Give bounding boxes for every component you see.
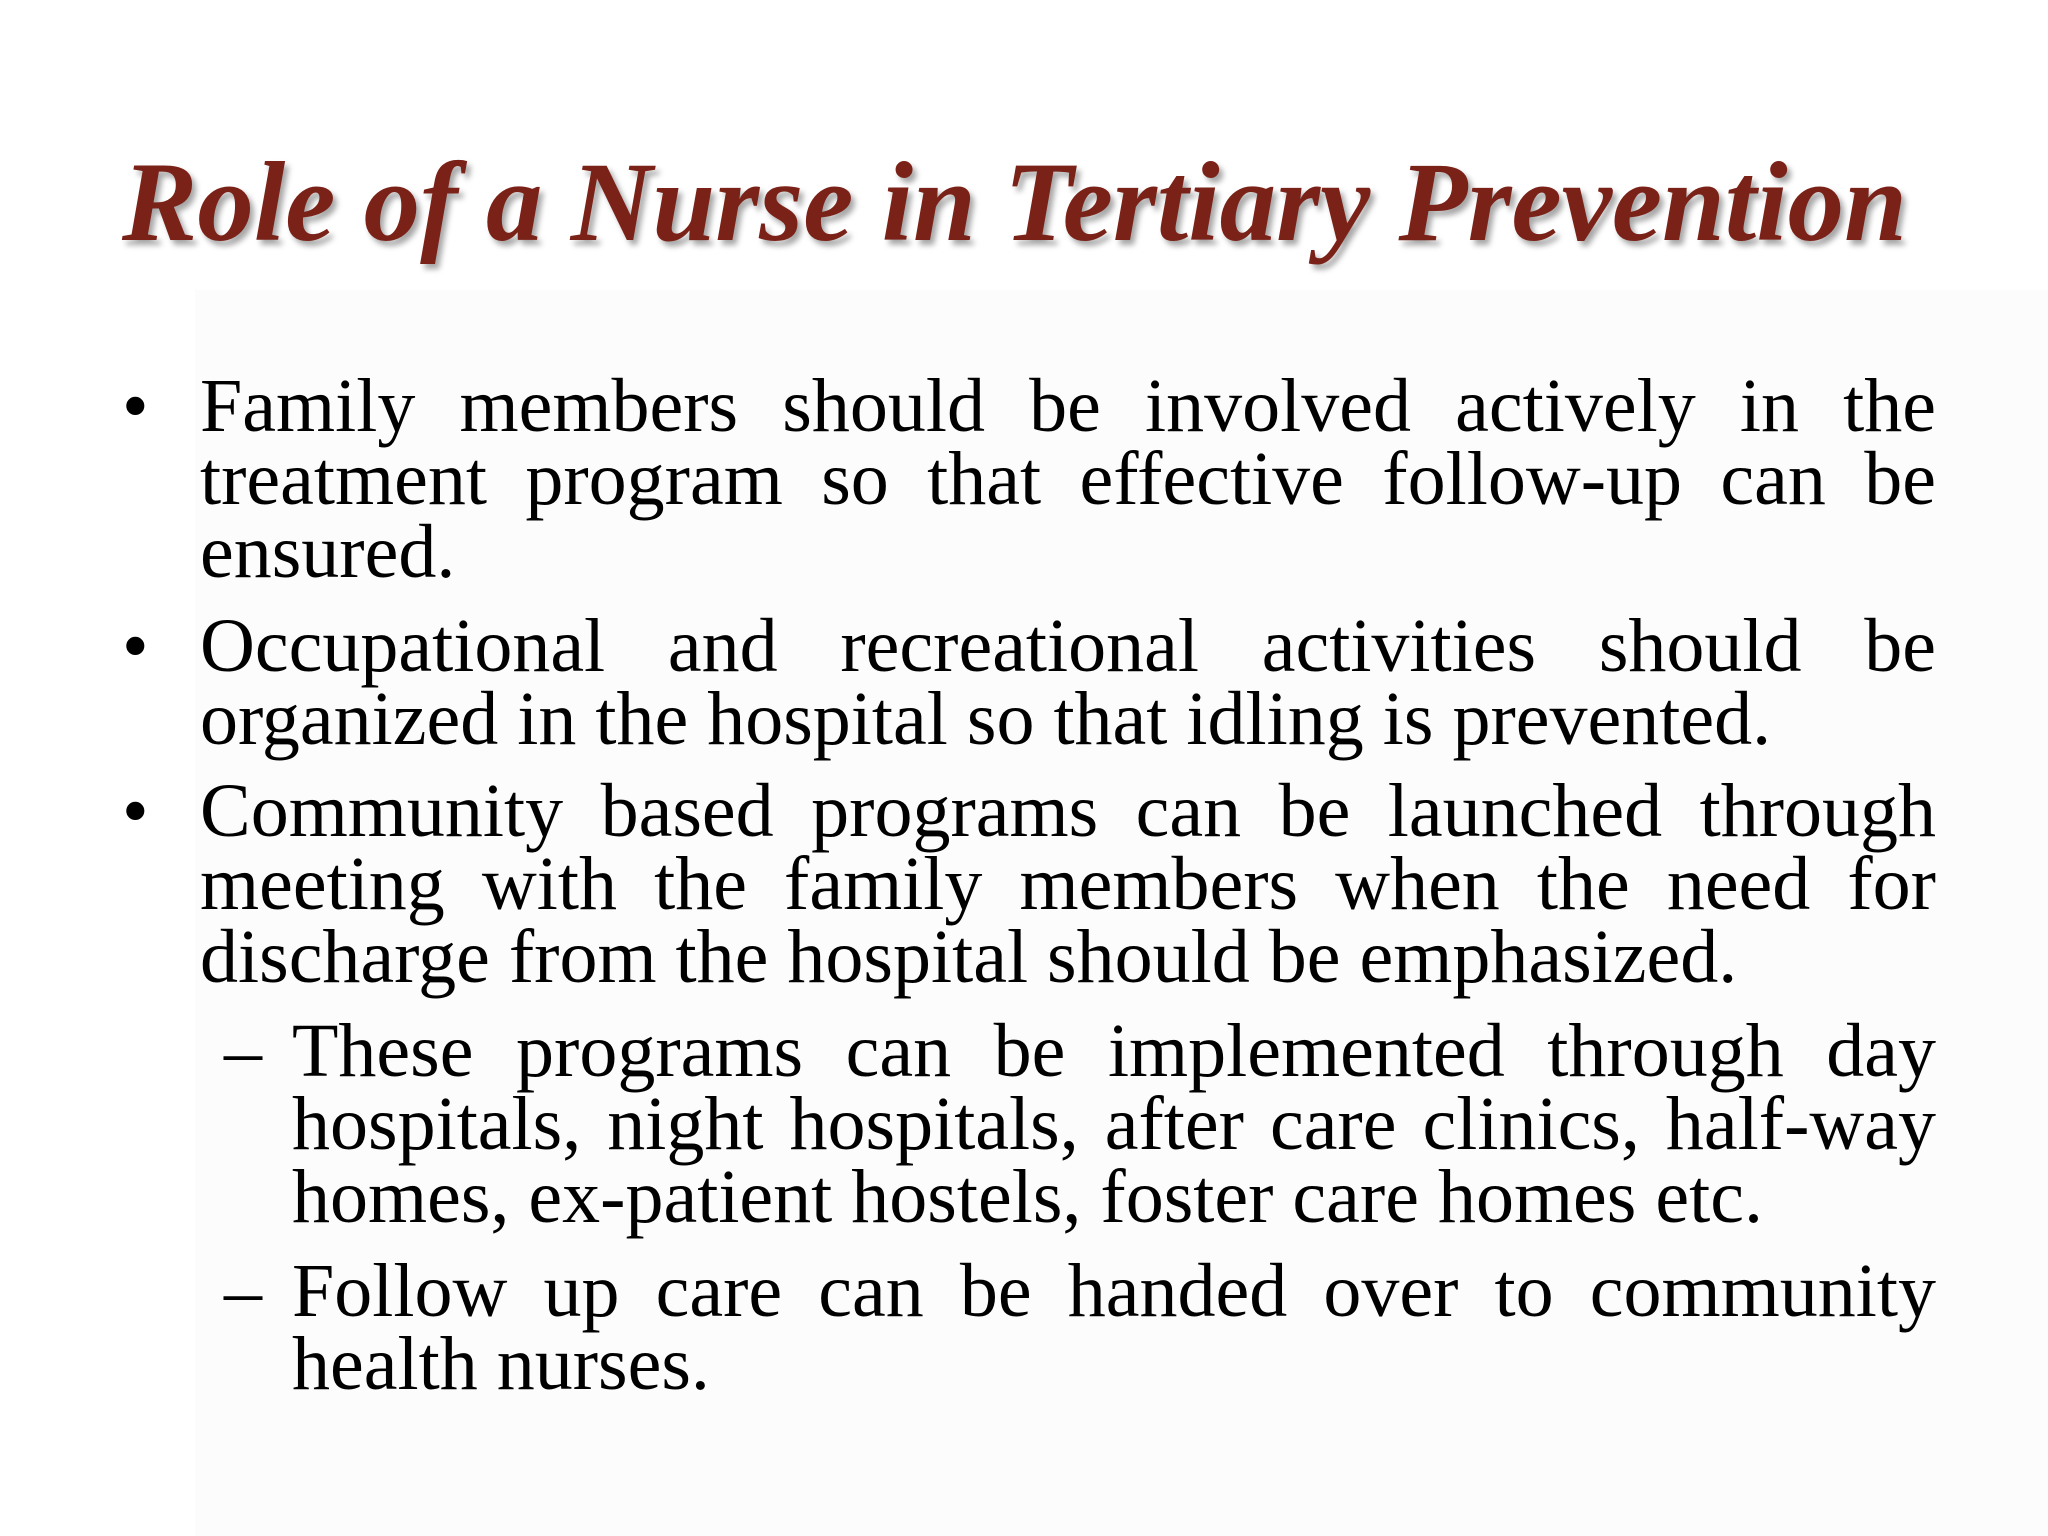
bullet-marker: •	[122, 364, 149, 448]
sub-bullet-item-implementation: These programs can be implemented through day hospitals, night hospitals, after care clinics, half-way homes, ex-patient hostels, foster care homes etc.	[292, 1009, 1936, 1239]
slide-title: Role of a Nurse in Tertiary Prevention	[122, 140, 1907, 265]
bullet-marker: •	[122, 604, 149, 688]
bullet-item-occupational-activities: Occupational and recreational activities should be organized in the hospital so that idling is prevented.	[200, 604, 1936, 761]
bullet-item-community-programs: Community based programs can be launched through meeting with the family members when the need for discharge from the hospital should be emphasized.	[200, 769, 1936, 999]
sub-bullet-marker: –	[224, 1249, 262, 1333]
bullet-item-family-members: Family members should be involved actively in the treatment program so that effective follow-up can be ensured.	[200, 364, 1936, 594]
sub-bullet-item-follow-up-care: Follow up care can be handed over to community health nurses.	[292, 1249, 1936, 1406]
bullet-marker: •	[122, 769, 149, 853]
sub-bullet-marker: –	[224, 1009, 262, 1093]
